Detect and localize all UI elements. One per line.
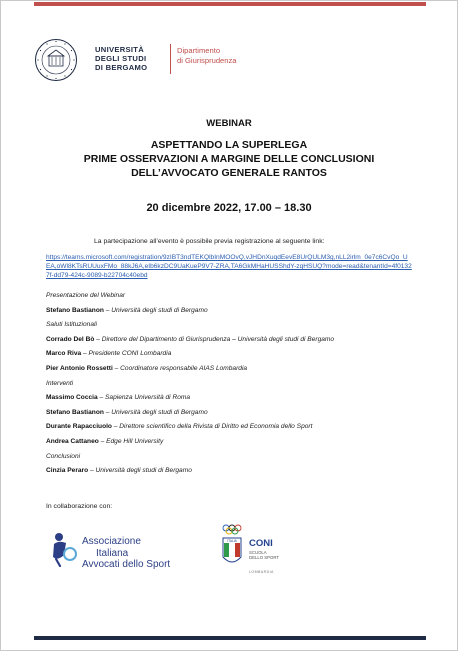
event-title-line: DELL’AVVOCATO GENERALE RANTOS — [131, 167, 327, 179]
aias-logo-icon — [50, 531, 78, 567]
program-section-heading: Presentazione del Webinar — [46, 292, 126, 299]
program-section-heading: Saluti Istituzionali — [46, 321, 97, 328]
speaker-role: Coordinatore responsabile AIAS Lombardia — [120, 365, 248, 372]
aias-name — [82, 536, 170, 571]
speaker-role: Università degli studi di Bergamo — [111, 409, 208, 416]
coni-name: CONI — [249, 538, 273, 549]
program-speaker: Stefano Bastianon – Università degli studi di Bergamo — [46, 307, 208, 314]
collaboration-label: In collaborazione con: — [46, 503, 113, 510]
speaker-name: Pier Antonio Rossetti — [46, 365, 113, 372]
university-name-line: DI BERGAMO — [95, 63, 148, 72]
speaker-role: Università degli studi di Bergamo — [111, 307, 208, 314]
coni-region: LOMBARDIA — [249, 570, 274, 574]
program-speaker: Andrea Cattaneo – Edge Hill University — [46, 438, 164, 445]
coni-school — [249, 550, 309, 560]
speaker-name: Massimo Coccia — [46, 394, 98, 401]
program-speaker: Massimo Coccia – Sapienza Università di Roma — [46, 394, 191, 401]
university-name-line: DEGLI STUDI — [95, 54, 147, 63]
speaker-role: Direttore del Dipartimento di Giurisprudenza – Università degli studi di Bergamo — [101, 336, 335, 343]
aias-name-line: Italiana — [96, 547, 129, 559]
university-name — [95, 45, 147, 72]
program-section-heading: Conclusioni — [46, 453, 81, 460]
event-kind: WEBINAR — [206, 118, 252, 129]
top-accent-bar — [34, 2, 426, 6]
speaker-role: Università degli studi di Bergamo — [95, 467, 192, 474]
registration-intro: La partecipazione all’evento è possibile previa registrazione al seguente link: — [94, 238, 325, 245]
speaker-name: Cinzia Peraro — [46, 467, 89, 474]
speaker-name: Stefano Bastianon — [46, 307, 104, 314]
coni-school-line: DELLO SPORT — [249, 555, 280, 560]
program-speaker: Marco Riva – Presidente CONI Lombardia — [46, 350, 172, 357]
speaker-role: Direttore scientifico della Rivista di Diritto ed Economia dello Sport — [119, 423, 313, 430]
event-title-line: PRIME OSSERVAZIONI A MARGINE DELLE CONCLUSIONI — [83, 153, 375, 165]
department-name — [177, 46, 237, 65]
coni-emblem-icon — [220, 523, 244, 569]
university-name-line: UNIVERSITÀ — [95, 45, 144, 54]
event-date: 20 dicembre 2022, 17.00 – 18.30 — [146, 202, 312, 214]
speaker-name: Marco Riva — [46, 350, 82, 357]
speaker-name: Andrea Cattaneo — [46, 438, 99, 445]
speaker-name: Corrado Del Bò — [46, 336, 95, 343]
aias-name-line: Associazione — [82, 536, 141, 547]
event-title-line: ASPETTANDO LA SUPERLEGA — [150, 139, 308, 151]
registration-link[interactable]: https://teams.microsoft.com/registration/9zIBT3ndTEKQlbInMOOvQ,vJHDnXuqdEevE8UrQULM3g,nLL2irlm_0e7c6CvQo_UEA,oWl8KTsRUUuxFMo_88kJ6A,eIb6kzDC9UaKueP9V7-ZRA,TA6GkMHaHUSShdY-zqHSUQ?mode=read&tenantId=4f01327f-dd79-424c-9089-b22704c40ebd — [46, 254, 412, 280]
program-speaker: Durante Rapacciuolo – Direttore scientifico della Rivista di Diritto ed Economia dello Sport — [46, 423, 313, 430]
department-name-line: Dipartimento — [177, 46, 221, 55]
speaker-role: Presidente CONI Lombardia — [88, 350, 172, 357]
program-speaker: Cinzia Peraro – Università degli studi di Bergamo — [46, 467, 192, 474]
university-seal-icon — [34, 38, 78, 82]
speaker-name: Stefano Bastianon — [46, 409, 104, 416]
header-divider — [170, 44, 171, 74]
department-name-line: di Giurisprudenza — [177, 55, 237, 65]
speaker-role: Sapienza Università di Roma — [105, 394, 191, 401]
program-speaker: Stefano Bastianon – Università degli studi di Bergamo — [46, 409, 208, 416]
bottom-accent-bar — [34, 636, 426, 640]
speaker-name: Durante Rapacciuolo — [46, 423, 112, 430]
program-speaker: Pier Antonio Rossetti – Coordinatore responsabile AIAS Lombardia — [46, 365, 248, 372]
program-speaker: Corrado Del Bò – Direttore del Dipartimento di Giurisprudenza – Università degli studi di Bergamo — [46, 336, 335, 343]
program-section-heading: Interventi — [46, 380, 74, 387]
coni-school-line: SCUOLA — [249, 550, 267, 555]
aias-name-line: Avvocati dello Sport — [82, 559, 171, 570]
coni-emblem-label: ITALIA — [227, 539, 237, 543]
speaker-role: Edge Hill University — [106, 438, 164, 445]
